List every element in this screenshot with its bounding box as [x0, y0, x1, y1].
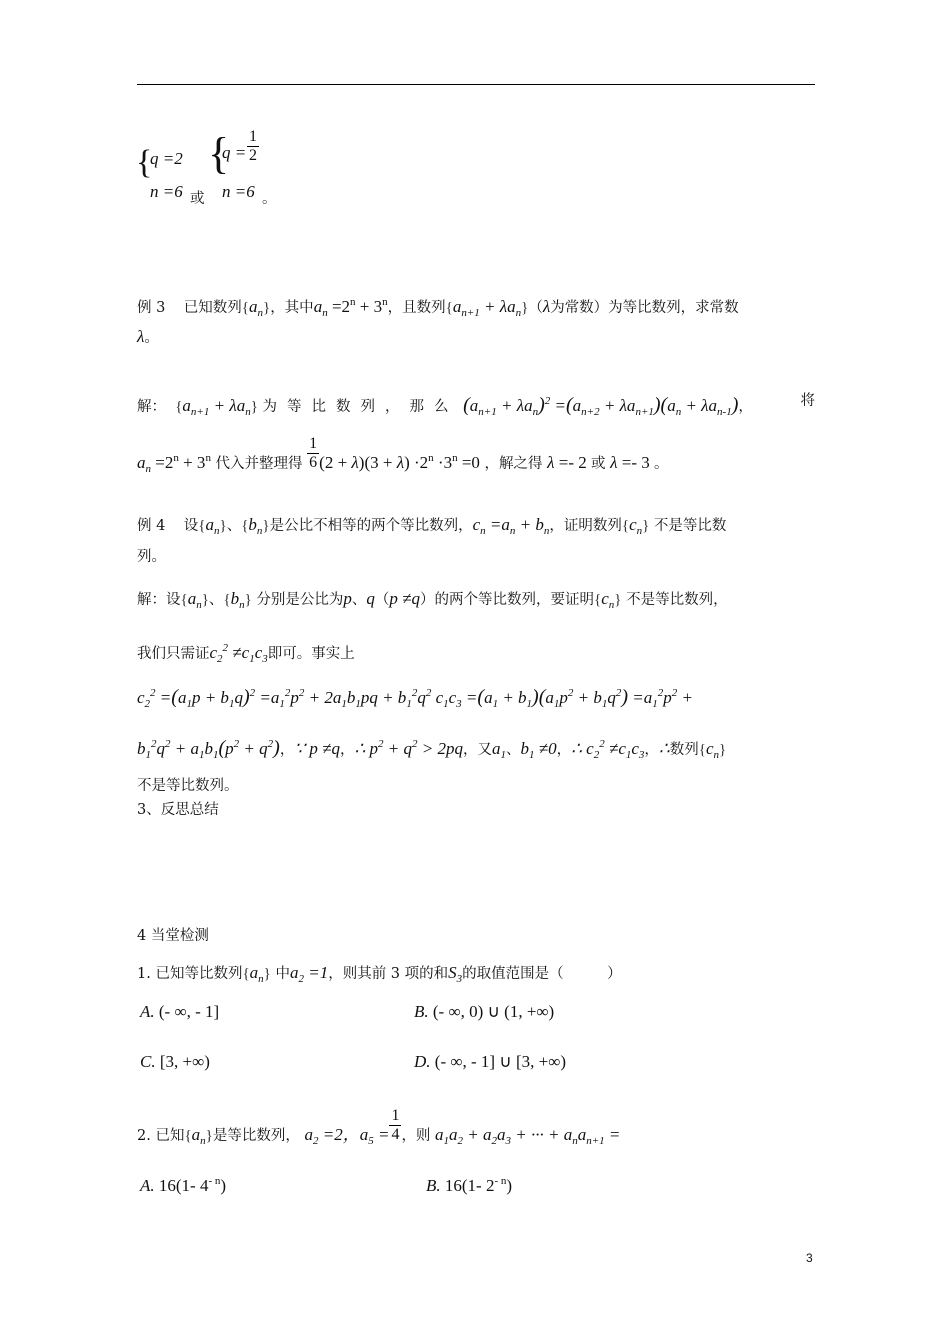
- q2-text: 2. 已知: [137, 1128, 185, 1144]
- q1-stem: 1. 已知等比数列$\{a_n\}$ 中$a_2 =1$，则其前 3 项的和$S_3$的取值范围是（ ）: [137, 963, 622, 985]
- sol4-text: 我们只需证: [137, 646, 210, 662]
- left-n: n =6: [150, 182, 183, 201]
- option-value: 16(1- 2: [444, 1176, 495, 1195]
- sol3-text: 将: [800, 393, 815, 409]
- q1-option-c[interactable]: [140, 1052, 210, 1072]
- right-brace: {: [208, 129, 230, 178]
- option-exponent: - n: [494, 1175, 507, 1187]
- sol4-line4: $b_1^2q^2 + a_1b_1(p^2 + q^2)$，∵ p ≠q，∴ $p^2 + q^2 > 2pq$，又$a_1$、$b_1 \ne 0$，∴ $c_2^2 \ne c_1c_3$，∴数列$\{c_n\}$: [137, 737, 727, 761]
- q1-option-a[interactable]: [140, 1002, 219, 1022]
- option-value: [3, +∞): [159, 1052, 210, 1071]
- example3-text: ，其中: [270, 300, 314, 316]
- option-label: B.: [426, 1176, 441, 1195]
- example3-text: 。: [144, 330, 159, 346]
- header-rule: [137, 84, 815, 85]
- frac-numerator: 1: [309, 434, 318, 452]
- q2-text: ，则: [401, 1128, 431, 1144]
- frac-numerator: 1: [391, 1106, 400, 1124]
- option-value: (- ∞, 0) ∪ (1, +∞): [432, 1002, 555, 1021]
- left-q: q =2: [150, 149, 183, 168]
- q1-text: ，则其前 3 项的和: [328, 966, 449, 982]
- q1-text: 1. 已知等比数列: [137, 966, 243, 982]
- option-label: A.: [140, 1002, 155, 1021]
- sol4-text: 、: [351, 592, 367, 608]
- example3-text: 已知数列: [183, 300, 242, 316]
- sol3-fraction: [307, 435, 319, 472]
- end-mark: 。: [262, 191, 277, 207]
- q1-text: 的取值范围是（ ）: [462, 966, 622, 982]
- sol3-text: ，解之得: [484, 456, 543, 472]
- example3-text: 为常数）为等比数列，求常数: [550, 300, 739, 316]
- option-value: 16(1- 4: [158, 1176, 209, 1195]
- q1-text: 中: [275, 966, 290, 982]
- frac-denominator: 4: [391, 1125, 400, 1143]
- sol4-text: （: [374, 592, 390, 608]
- example3-label: 例 3: [137, 300, 166, 316]
- frac-numerator: 1: [249, 128, 257, 145]
- sol3-text: 或: [591, 456, 606, 472]
- sol4-text: ，: [556, 742, 572, 758]
- right-fraction: [247, 128, 259, 165]
- example3-text: ，且数列: [387, 300, 446, 316]
- sol4-text: ，: [279, 742, 295, 758]
- sol4-text: 、: [208, 592, 224, 608]
- sol4-text: 不是等比数列，: [626, 592, 728, 608]
- sol4-text: ）的两个等比数列，要证明: [420, 592, 595, 608]
- sol4-line2: 我们只需证$c_2^2 \ne c_1c_3$即可。事实上: [137, 642, 355, 665]
- q1-option-b[interactable]: [414, 1002, 554, 1022]
- example4-line2: 列。: [137, 549, 166, 565]
- option-value: (- ∞, - 1] ∪ [3, +∞): [434, 1052, 567, 1071]
- sol3-text: 为等比数列，那么: [262, 399, 459, 415]
- example4-text: 设: [183, 518, 199, 534]
- sol4-line5: 不是等比数列。: [137, 778, 239, 794]
- sol4-text: 解：设: [137, 592, 181, 608]
- example3-line2: λ。: [137, 327, 159, 346]
- option-exponent: - n: [208, 1175, 221, 1187]
- right-n: n =6: [222, 182, 255, 201]
- option-label: D.: [414, 1052, 431, 1071]
- example3-text: （: [528, 300, 543, 316]
- option-label: A.: [140, 1176, 155, 1195]
- page-number: 3: [806, 1251, 813, 1265]
- sol3-line1: 解： $\{a_{n+1} + \lambda a_n\}$ 为等比数列，那么 $(a_{n+1} + \lambda a_n)^2 =(a_{n+2} + \lambda a_{n+1})(a_n + \lambda a_{n-1})$， 将: [137, 390, 815, 423]
- sol4-line3: $c_2^2 =(a_1p + b_1q)^2 =a_1^2p^2 + 2a_1b_1pq + b_1^2q^2$ $c_1c_3 =(a_1 + b_1)(a_1p^2 + b_1q^2) =a_1^2p^2$ +: [137, 686, 693, 710]
- sol4-text: ，: [339, 742, 355, 758]
- q1-option-d[interactable]: [414, 1052, 566, 1072]
- sol4-text: 分别是公比为: [256, 592, 344, 608]
- sol4-text: 、: [506, 742, 521, 758]
- example4-text: ，证明数列: [549, 518, 622, 534]
- q2-option-a[interactable]: A. 16(1- $4^{- n}$): [140, 1175, 227, 1195]
- frac-denominator: 6: [309, 453, 318, 471]
- section-4-heading: 4 当堂检测: [137, 928, 209, 944]
- sol4-text: ，又: [463, 742, 493, 758]
- sol3-label: 解：: [137, 399, 166, 415]
- sol3-line2: $a_n =2^n + 3^n$ 代入并整理得 $\frac{1}{6}$ $(2 + \lambda)(3 + \lambda) \cdot 2^n \cdot 3^n =0$ ，解之得 λ =- 2 或 λ =- 3 。: [137, 434, 669, 475]
- sol4-text: 数列: [669, 742, 699, 758]
- frac-denominator: 2: [249, 147, 257, 164]
- section-3-heading: 3、反思总结: [137, 802, 219, 818]
- q2-stem: 2. 已知$\{a_n\}$是等比数列， $a_2 =2$，$a_5$ = $\frac{1}{4}$ ，则 $a_1a_2 + a_2a_3$ + ··· + $a_na_{n+1}$ =: [137, 1106, 621, 1147]
- sol3-text: 代入并整理得: [215, 456, 303, 472]
- example3-line1: 例 3 已知数列$\{a_n\}$，其中$a_n =2^n + 3^n$，且数列$\{a_{n+1} + \lambda a_n\}(\lambda$为常数）为等比数列，求常数: [137, 296, 739, 319]
- example4-line1: 例 4 设$\{a_n\}$、$\{b_n\}$是公比不相等的两个等比数列，$c_n =a_n + b_n$，证明数列$\{c_n\}$ 不是等比数: [137, 515, 727, 537]
- option-label: C.: [140, 1052, 156, 1071]
- q2-fraction: [389, 1107, 401, 1144]
- option-value: (- ∞, - 1]: [158, 1002, 220, 1021]
- example4-text: 是公比不相等的两个等比数列，: [269, 518, 473, 534]
- or-word: 或: [190, 191, 205, 207]
- sol4-text: ，: [644, 742, 659, 758]
- option-label: B.: [414, 1002, 429, 1021]
- q2-text: 是等比数列，: [212, 1128, 300, 1144]
- left-brace: {: [136, 144, 153, 181]
- example4-text: 、: [226, 518, 242, 534]
- right-q: q =: [222, 143, 247, 162]
- example4-label: 例 4: [137, 518, 166, 534]
- sol3-text: 。: [654, 456, 669, 472]
- sol4-line1: 解：设$\{a_n\}$、$\{b_n\}$ 分别是公比为p、q（p ≠q）的两个等比数列，要证明$\{c_n\}$ 不是等比数列，: [137, 589, 728, 611]
- sol4-text: 即可。事实上: [267, 646, 355, 662]
- q2-option-b[interactable]: B. 16(1- $2^{- n}$): [426, 1175, 513, 1195]
- example4-text: 不是等比数: [653, 518, 727, 534]
